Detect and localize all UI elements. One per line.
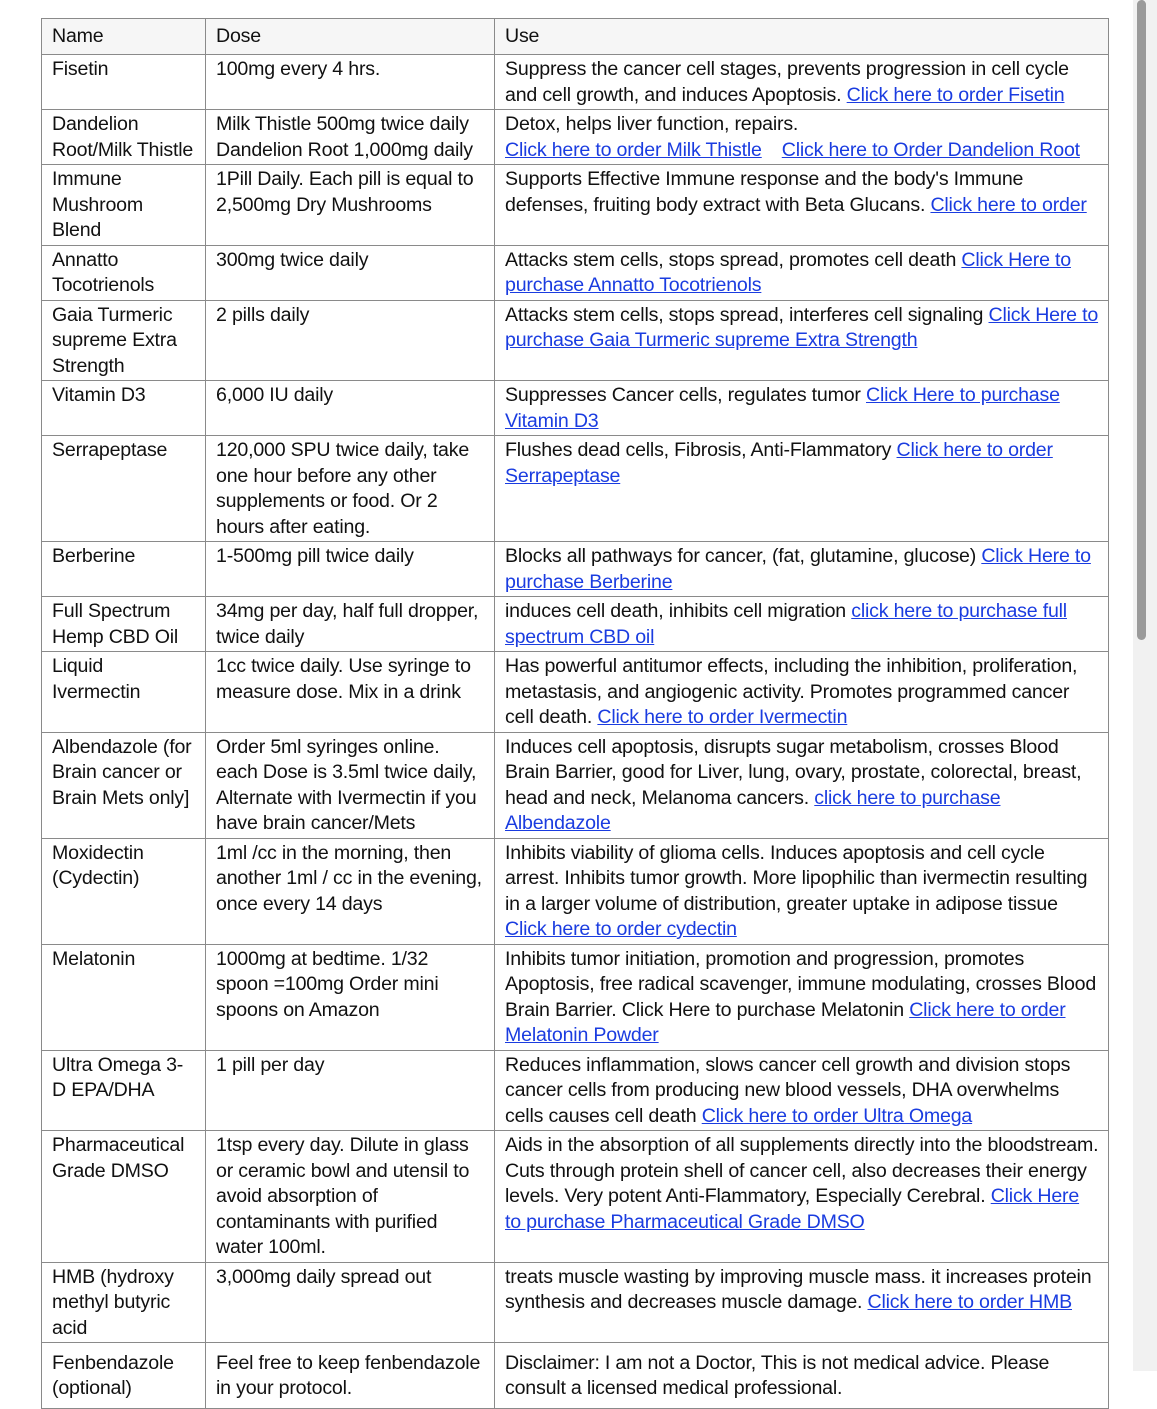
cell-dose: 120,000 SPU twice daily, take one hour before any other supplements or food. Or 2 hours after eating. bbox=[206, 436, 495, 542]
use-text: Detox, helps liver function, repairs. bbox=[505, 113, 799, 135]
cell-name: Full Spectrum Hemp CBD Oil bbox=[42, 597, 206, 652]
cell-name: Albendazole (for Brain cancer or Brain Mets only] bbox=[42, 732, 206, 838]
header-dose: Dose bbox=[206, 19, 495, 55]
cell-dose: Feel free to keep fenbendazole in your protocol. bbox=[206, 1343, 495, 1409]
order-link[interactable]: Click Here to purchase Annatto Tocotrienols bbox=[505, 248, 1071, 296]
cell-dose: Order 5ml syringes online. each Dose is 3.5ml twice daily, Alternate with Ivermectin if you have brain cancer/Mets bbox=[206, 732, 495, 838]
use-text: induces cell death, inhibits cell migration bbox=[505, 600, 847, 622]
table-row bbox=[42, 300, 1109, 381]
cell-name: Ultra Omega 3-D EPA/DHA bbox=[42, 1050, 206, 1131]
cell-dose: 1000mg at bedtime. 1/32 spoon =100mg Order mini spoons on Amazon bbox=[206, 944, 495, 1050]
order-link[interactable]: Click here to order Milk Thistle bbox=[505, 138, 762, 161]
cell-dose: 300mg twice daily bbox=[206, 245, 495, 300]
table-row bbox=[42, 1262, 1109, 1343]
use-text: Inhibits viability of glioma cells. Induces apoptosis and cell cycle arrest. Inhibits tumor growth. More lipophilic than ivermectin resulting in a larger volume of distribution, greater uptake in adipose tissue bbox=[505, 841, 1088, 915]
cell-use bbox=[495, 542, 1109, 597]
cell-name: Fenbendazole (optional) bbox=[42, 1343, 206, 1409]
use-text: Aids in the absorption of all supplements directly into the bloodstream. Cuts through protein shell of cancer cell, also decreases their energy levels. Very potent Anti-Flammatory, Especially Cerebral. bbox=[505, 1134, 1099, 1207]
use-text: treats muscle wasting by improving muscle mass. it increases protein synthesis and decreases muscle damage. bbox=[505, 1265, 1092, 1313]
cell-name: Pharmaceutical Grade DMSO bbox=[42, 1131, 206, 1263]
cell-dose: 6,000 IU daily bbox=[206, 381, 495, 436]
order-link[interactable]: click here to purchase Albendazole bbox=[505, 786, 1001, 834]
cell-use bbox=[495, 1131, 1109, 1263]
cell-use bbox=[495, 944, 1109, 1050]
use-text: Suppress the cancer cell stages, prevents progression in cell cycle and cell growth, and induces Apoptosis. bbox=[505, 58, 1069, 106]
table-header-row bbox=[42, 19, 1109, 55]
use-text: Induces cell apoptosis, disrupts sugar metabolism, crosses Blood Brain Barrier, good for Liver, lung, ovary, prostate, colorectal, breast, head and neck, Melanoma cancers. bbox=[505, 735, 1082, 809]
cell-name: Melatonin bbox=[42, 944, 206, 1050]
cell-name: Serrapeptase bbox=[42, 436, 206, 542]
cell-name: Berberine bbox=[42, 542, 206, 597]
use-text: Flushes dead cells, Fibrosis, Anti-Flammatory bbox=[505, 439, 892, 461]
header-name: Name bbox=[42, 19, 206, 55]
cell-dose: 2 pills daily bbox=[206, 300, 495, 381]
order-link[interactable]: Click Here to purchase Vitamin D3 bbox=[505, 384, 1060, 432]
cell-use bbox=[495, 381, 1109, 436]
order-link[interactable]: Click here to order Melatonin Powder bbox=[505, 998, 1066, 1046]
table-row bbox=[42, 1050, 1109, 1131]
table-row bbox=[42, 381, 1109, 436]
order-link[interactable]: Click here to order HMB bbox=[867, 1291, 1072, 1313]
cell-name: Vitamin D3 bbox=[42, 381, 206, 436]
cell-use bbox=[495, 838, 1109, 944]
table-row bbox=[42, 944, 1109, 1050]
cell-name: Liquid Ivermectin bbox=[42, 652, 206, 733]
table-row bbox=[42, 597, 1109, 652]
cell-name: Fisetin bbox=[42, 55, 206, 110]
table-row bbox=[42, 652, 1109, 733]
cell-name: Immune Mushroom Blend bbox=[42, 165, 206, 246]
use-text: Supports Effective Immune response and the body's Immune defenses, fruiting body extract with Beta Glucans. bbox=[505, 168, 1024, 216]
table-row bbox=[42, 245, 1109, 300]
table-row bbox=[42, 165, 1109, 246]
order-link[interactable]: Click here to order cydectin bbox=[505, 918, 737, 940]
use-text: Reduces inflammation, slows cancer cell growth and division stops cancer cells from producing new blood vessels, DHA overwhelms cells causes cell death bbox=[505, 1053, 1071, 1127]
table-row bbox=[42, 732, 1109, 838]
order-link[interactable]: Click here to order Ivermectin bbox=[597, 706, 848, 728]
cell-use bbox=[495, 245, 1109, 300]
table-row bbox=[42, 838, 1109, 944]
cell-name: Gaia Turmeric supreme Extra Strength bbox=[42, 300, 206, 381]
cell-use bbox=[495, 300, 1109, 381]
table-row bbox=[42, 110, 1109, 165]
vertical-scrollbar[interactable] bbox=[1133, 0, 1157, 1371]
use-text: Attacks stem cells, stops spread, interferes cell signaling bbox=[505, 303, 984, 326]
table-row bbox=[42, 55, 1109, 110]
order-link[interactable]: Click here to order Serrapeptase bbox=[505, 439, 1053, 487]
cell-use bbox=[495, 1262, 1109, 1343]
order-link[interactable]: Click Here to purchase Pharmaceutical Grade DMSO bbox=[505, 1185, 1080, 1233]
cell-dose: 1tsp every day. Dilute in glass or ceramic bowl and utensil to avoid absorption of contaminants with purified water 100ml. bbox=[206, 1131, 495, 1263]
cell-dose: 1Pill Daily. Each pill is equal to 2,500mg Dry Mushrooms bbox=[206, 165, 495, 246]
cell-use bbox=[495, 436, 1109, 542]
cell-use bbox=[495, 652, 1109, 733]
cell-use bbox=[495, 597, 1109, 652]
order-link[interactable]: Click Here to purchase Berberine bbox=[505, 545, 1091, 593]
use-text: Has powerful antitumor effects, including the inhibition, proliferation, metastasis, and angiogenic activity. Promotes programmed cancer cell death. bbox=[505, 655, 1078, 728]
use-text: Blocks all pathways for cancer, (fat, glutamine, glucose) bbox=[505, 545, 977, 567]
cell-dose: 1 pill per day bbox=[206, 1050, 495, 1131]
cell-dose: Milk Thistle 500mg twice daily Dandelion Root 1,000mg daily bbox=[206, 110, 495, 165]
use-text: Suppresses Cancer cells, regulates tumor bbox=[505, 384, 861, 406]
cell-use bbox=[495, 1050, 1109, 1131]
table-row bbox=[42, 1343, 1109, 1409]
scrollbar-thumb[interactable] bbox=[1137, 0, 1146, 640]
cell-name: Moxidectin (Cydectin) bbox=[42, 838, 206, 944]
cell-dose: 100mg every 4 hrs. bbox=[206, 55, 495, 110]
order-link[interactable]: Click here to order Fisetin bbox=[846, 83, 1065, 106]
cell-use bbox=[495, 55, 1109, 110]
use-text: Inhibits tumor initiation, promotion and progression, promotes Apoptosis, free radical scavenger, immune modulating, crosses Blood Brain Barrier. Click Here to purchase Melatonin bbox=[505, 947, 1097, 1021]
cell-name: Dandelion Root/Milk Thistle bbox=[42, 110, 206, 165]
cell-dose: 1ml /cc in the morning, then another 1ml / cc in the evening, once every 14 days bbox=[206, 838, 495, 944]
cell-dose: 1cc twice daily. Use syringe to measure dose. Mix in a drink bbox=[206, 652, 495, 733]
cell-dose: 1-500mg pill twice daily bbox=[206, 542, 495, 597]
supplement-protocol-table bbox=[41, 18, 1109, 1409]
order-link[interactable]: Click here to Order Dandelion Root bbox=[781, 138, 1080, 161]
order-link[interactable]: click here to purchase full spectrum CBD oil bbox=[505, 600, 1067, 648]
table-row bbox=[42, 1131, 1109, 1263]
table-row bbox=[42, 436, 1109, 542]
cell-dose: 3,000mg daily spread out bbox=[206, 1262, 495, 1343]
cell-use bbox=[495, 165, 1109, 246]
cell-use bbox=[495, 110, 1109, 165]
order-link[interactable]: Click here to order bbox=[930, 193, 1087, 216]
order-link[interactable]: Click here to order Ultra Omega bbox=[701, 1104, 973, 1127]
table-row bbox=[42, 542, 1109, 597]
disclaimer: Disclaimer: I am not a Doctor, This is not medical advice. Please consult a licensed medical professional. bbox=[495, 1343, 1109, 1409]
use-text: Attacks stem cells, stops spread, promotes cell death bbox=[505, 248, 957, 271]
order-link[interactable]: Click Here to purchase Gaia Turmeric supreme Extra Strength bbox=[505, 303, 1099, 351]
cell-name: Annatto Tocotrienols bbox=[42, 245, 206, 300]
cell-dose: 34mg per day, half full dropper, twice daily bbox=[206, 597, 495, 652]
header-use: Use bbox=[495, 19, 1109, 55]
cell-use bbox=[495, 732, 1109, 838]
cell-name: HMB (hydroxy methyl butyric acid bbox=[42, 1262, 206, 1343]
